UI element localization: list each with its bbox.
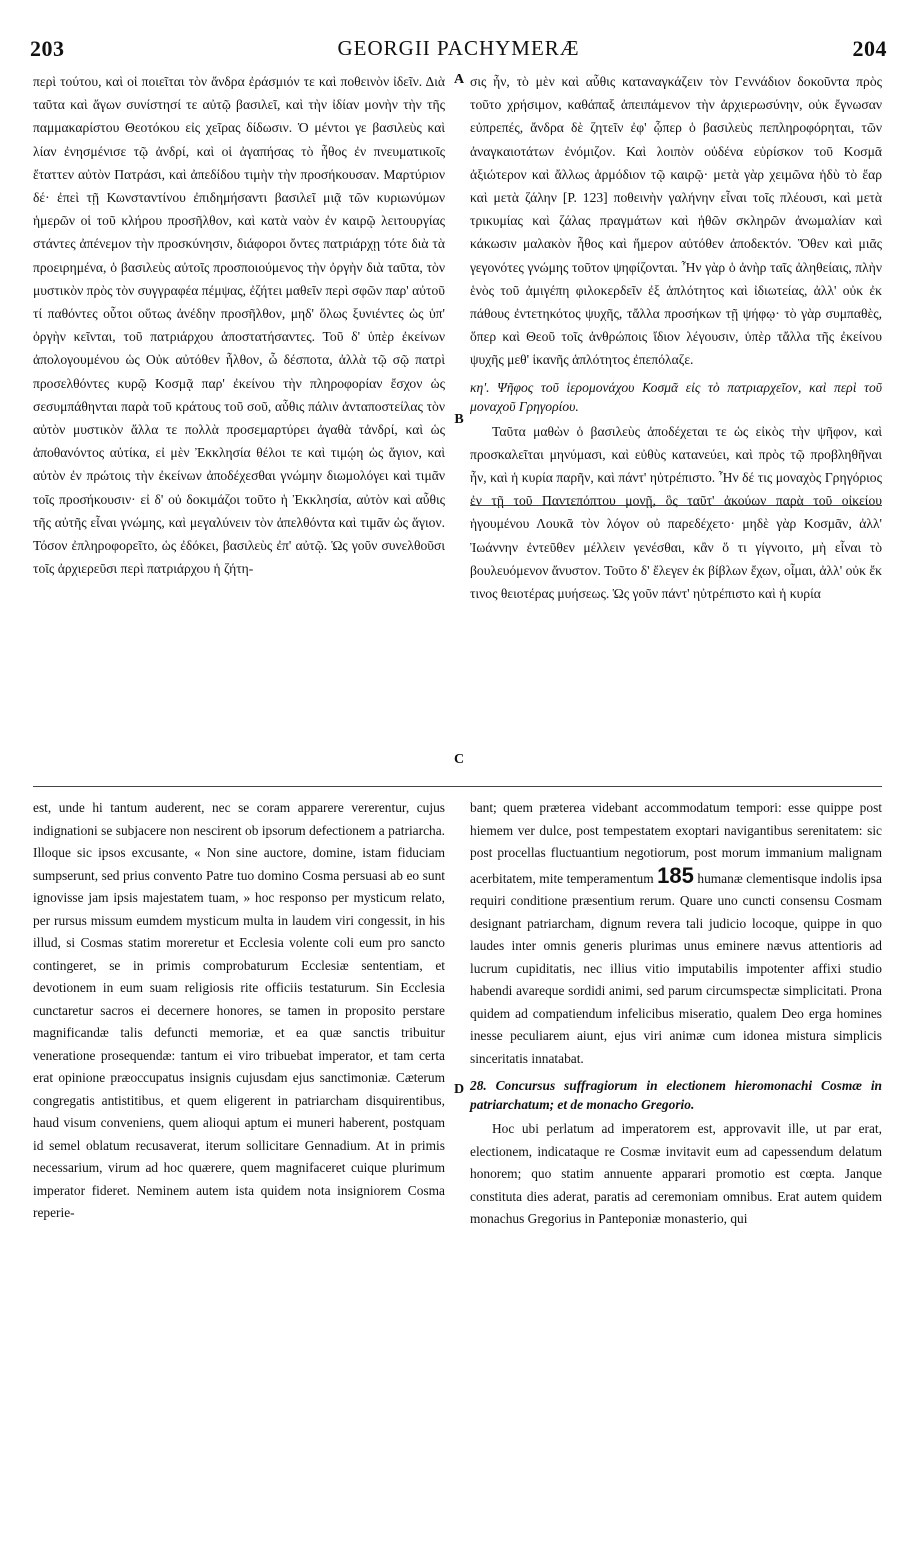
greek-paragraph: σις ἦν, τὸ μὲν καὶ αὖθις καταναγκάζειν τὸν Γεννάδιον δοκοῦντα πρὸς τοῦτο χρήσιμον, καθάπαξ ἀπειπάμενον τὴν ἀρχιερωσύνην, οὐκ ἔγνωσαν εὐπρεπές, ἄνδρα δὲ ζητεῖν ἐφ' ᾧπερ ὁ βασιλεὺς πεπληροφόρηται, τῶν ἀναγκαιοτάτων ἐνόμιζον. Καὶ λοιπὸν οὐδένα εὑρίσκον τοῦ Κοσμᾶ ἀξιώτερον καὶ ἄλλως ἁρμόδιον τῷ καιρῷ· μετὰ γὰρ χειμῶνα ἡδὺ τὸ ἔαρ καὶ μετὰ ζάλην [P. 123] ποθεινὴν γαλήνην εἶναι τοῖς πλέουσι, καὶ μετὰ τρικυμίας καὶ ζάλας πραγμάτων καὶ ἠθῶν σκληρῶν ἀνωμαλίαν καὶ κάκωσιν μαλακὸν ἦθος καὶ ἥμερον αὐτόθεν ἀποδεκτόν. Ὅθεν καὶ μιᾶς γεγονότες γνώμης τοῦτον ψηφίζονται. Ἦν γὰρ ὁ ἀνὴρ ταῖς ἀληθείαις, πλὴν ἑνὸς τοῦ ἀμιγέπη φιλοκερδεῖν ἐξ ἁπλότητος καὶ ἰδιωτείας, ἀλλ' οὐκ ἐκ πάθους ἐντετηκότος ψυχῆς, τἄλλα προσήκων τῇ ψήφῳ· τὸ γὰρ συμπαθὲς, ὅπερ καὶ Θεοῦ τοῖς ἀνθρώποις ἴδιον λέγουσιν, ὑπὲρ τἄλλα τῆς ἐκείνου ψυχῆς μεθ' ἱκανῆς ἁπλότητος ἐπεπόλαζε. [470, 74, 882, 368]
page-header [30, 36, 887, 64]
page-number-left: 203 [30, 36, 65, 61]
margin-marker-b: B [454, 412, 464, 427]
latin-section-heading: 28. Concursus suffragiorum in electionem hieromonachi Cosmæ in patriarchatum; et de monacho Gregorio. [470, 1078, 882, 1112]
running-title: GEORGII PACHYMERÆ [337, 36, 580, 60]
greek-column-right [470, 70, 882, 605]
latin-paragraph [470, 797, 882, 1070]
latin-paragraph: Hoc ubi perlatum ad imperatorem est, approvavit ille, ut par erat, electionem, indicataque re Cosmæ invitavit eum ad capessendum delatum honorem; quo statim annuente apparari promotio est cœpta. Janque constituta dies aderat, paratis ad ceremoniam omnibus. Erat autem quidem monachus Gregorius in Panteponiæ monasterio, qui [470, 1121, 882, 1226]
greek-column-left [33, 70, 445, 580]
margin-marker-a: A [453, 72, 465, 87]
section-divider [470, 505, 882, 506]
latin-column-left [33, 797, 445, 1225]
margin-marker-c: C [453, 752, 465, 767]
greek-section-heading: κη'. Ψῆφος τοῦ ἱερομονάχου Κοσμᾶ εἰς τὸ πατριαρχεῖον, καὶ περὶ τοῦ μοναχοῦ Γρηγορίου. [470, 379, 882, 414]
page-number-right: 204 [852, 36, 887, 61]
margin-marker-d: D [453, 1082, 465, 1097]
latin-text: bant; quem præterea videbant accommodatum tempori: esse quippe post hiemem ver dulce, post tempestatem exoptari navigantibus serenitatem: sic post procellas fluctuantium negotiorum, post morum immanium malignam acerbitatem, mite temperamentum [470, 800, 882, 886]
greek-paragraph: περὶ τούτου, καὶ οἱ ποιεῖται τὸν ἄνδρα ἐράσμιόν τε καὶ ποθεινὸν ἰδεῖν. Διὰ ταῦτα καὶ ἄγων συνίστησί τε αὐτῷ βασιλεῖ, καὶ τὴν ἰδίαν μονὴν τὴν τῆς παμμακαρίστου Θεοτόκου εἰς χεῖρας δίδωσιν. Ὁ μέντοι γε βασιλεὺς καὶ λίαν ἐνησμένισε τῷ ἀνδρί, καὶ οἱ ἀγαπήσας τὸ ἦθος ἐν πνευματικοῖς ἔταττεν αὐτὸν Πατράσι, καὶ ἀπεδίδου τιμὴν τὴν προσήκουσαν. Μαρτύριον δέ· ἐπεὶ τῇ Κωνσταντίνου ἐπιδημήσαντι βασιλεῖ μιᾷ τῶν κυριωνύμων ἡμερῶν οἱ τοῦ κλήρου προσῆλθον, καὶ κατὰ ναὸν ἐν καιρῷ λειτουργίας στάντες ἀπένεμον τὴν προσκύνησιν, διάφοροι ὄντες πατριάρχῃ τότε διὰ τὰ προειρημένα, ὁ βασιλεὺς αὐτοῖς προσποιούμενος τὴν ὀργὴν διὰ ταῦτα, τὸν μυστικὸν πρὸς τὸν συγγραφέα πέμψας, ἐζήτει μαθεῖν περὶ σφῶν παρ' αὐτοῦ τί παθόντες οὗτοι οὕτως ἀνέδην προσῆλθον, μηδ' ὅλως ξυνιέντες ὡς ὑπ' ὀργὴν κεῖνται, τοῦ πατριάρχου ἀποστατήσαντες. Τοῦ δ' ὑπὲρ ἐκείνων ἀπολογουμένου ὡς Οὐκ αὐτόθεν ἦλθον, ὦ δέσποτα, ἀλλὰ τῷ σῷ πατρὶ προσελθόντες κυρῷ Κοσμᾷ παρ' ἐκείνου τὴν πληροφορίαν ἔσχον ὡς σεσυμπάθηνται παρὰ τοῦ κράτους τοῦ σοῦ, αὖθις πάλιν ἀνταποστείλας τὸν αὐτὸν μυστικὸν ἄλλα τε πολλὰ προσεμαρτύρει ἀγαθὰ τἀνδρί, καὶ ὡς ἀποθανόντος αὐτίκα, εἰ μὲν Ἐκκλησία θέλοι τε καὶ τιμῴη ὡς ἅγιον, καὶ αὐτὸν ἐν πρώτοις τὴν ἐκείνων ἀποδέχεσθαι γνώμην διωμολόγει καὶ τιμᾶν τοῖς προσήκουσιν· εἰ δ' οὐ δοκιμάζοι τοῦτο ἡ Ἐκκλησία, αὐτὸν καὶ αὖθις τῆς αὐτῆς εἶναι γνώμης, καὶ μεγαλύνειν τὸν ἀπελθόντα καὶ τιμᾶν ὡς ἅγιον. Τόσον ἐπληροφορεῖτο, ὡς ἐδόκει, βασιλεὺς ἐπ' αὐτῷ. Ὡς γοῦν συνελθοῦσι τοῖς ἀρχιερεῦσι περὶ πατριάρχου ἡ ζήτη- [33, 74, 445, 577]
original-page-number: 185 [657, 862, 694, 888]
latin-paragraph: est, unde hi tantum auderent, nec se coram apparere vererentur, cujus indignationi se subjacere non nescirent ob ipsorum defectionem a patriarcha. Illoque sic ipsos excusante, « Non sine auctore, domine, istam fiduciam sumpserunt, sed prius convento Patre tuo domino Cosma persuasi ab eo sunt ignovisse jam ipsis majestatem tuam, » hoc responso per mysticum relato, per rursus missum eumdem mysticum multa in laudem viri congessit, in his illud, si Cosmas statim moreretur et Ecclesia volente coli eum pro sancto contingeret, se in primis comprobaturum Ecclesiæ sententiam, et devotionem in eum suam religiosis rite officiis testaturum. Sin Ecclesia cunctaretur sacros ei decernere honores, se tamen in proposito perstare magnificandæ talis defuncti memoriæ, et ea quæ sanctis tribuitur veneratione prosequendæ: tantum ei viro tribuebat imperator, et tam certa erat opinione præoccupatus insignis cujusdam ejus sanctimoniæ. Cæterum congregatis antistitibus, et quem eligerent in patriarcham disquirentibus, haud visum conveniens, quem alioqui aptum ei muneri haberent, postquam id semel oblatum recusaverat, iterum sollicitare Gennadium. At in primis necessarium, virum ad hoc quærere, quem magnifaceret cuique plurimum imperator fideret. Neminem autem ista quidem nota insigniorem Cosma reperie- [33, 800, 445, 1220]
greek-paragraph: Ταῦτα μαθὼν ὁ βασιλεὺς ἀποδέχεται τε ὡς εἰκὸς τὴν ψῆφον, καὶ προσκαλεῖται μηνύμασι, καὶ εὐθὺς κατανεύει, καὶ πρὸς τῷ προβληθῆναι ἦν, καὶ ἡ κυρία παρῆν, καὶ πάντ' ηὐτρέπιστο. Ἦν δέ τις μοναχὸς Γρηγόριος ἐν τῇ τοῦ Παντεπόπτου μονῇ, ὃς ταῦτ' ἀκούων παρὰ τοῦ οἰκείου ἡγουμένου Λουκᾶ τὸν λόγον οὐ παρεδέχετο· μηδὲ γὰρ Κοσμᾶν, ἀλλ' Ἰωάννην ἐντεῦθεν μέλλειν γενέσθαι, κἂν ὅ τι γίγνοιτο, μὴ εἶναι τὸ βουλευόμενον ἄνυστον. Τοῦτο δ' ἔλεγεν ἐκ βίβλων ἔχων, οἶμαι, ἀλλ' οὐκ ἔκ τινος θειοτέρας μυήσεως. Ὡς γοῦν πάντ' ηὐτρέπιστο καὶ ἡ κυρία [470, 423, 882, 602]
latin-text: humanæ clementisque indolis ipsa requiri conditione præsentium rerum. Quare uno cuncti consensu Cosmam designant patriarcham, dignum revera tali judicio locoque, quippe in quo laudes inter omnis generis plurimas unus eminere nævus attentioris ad lucrum cupiditatis, nec illius vitio imputabilis impotenter affixi studio habendi avareque sordidi animi, sed parum circumspectæ simplicitati. Prona quidem ad compatiendum infelicibus miseratio, qualem Deo erga homines inesse peculiarem aiunt, ejus viri animæ cum idonea mistura simplicis sinceritatis innatabat. [470, 870, 882, 1066]
latin-column-right [470, 797, 882, 1231]
greek-latin-divider [33, 786, 882, 787]
